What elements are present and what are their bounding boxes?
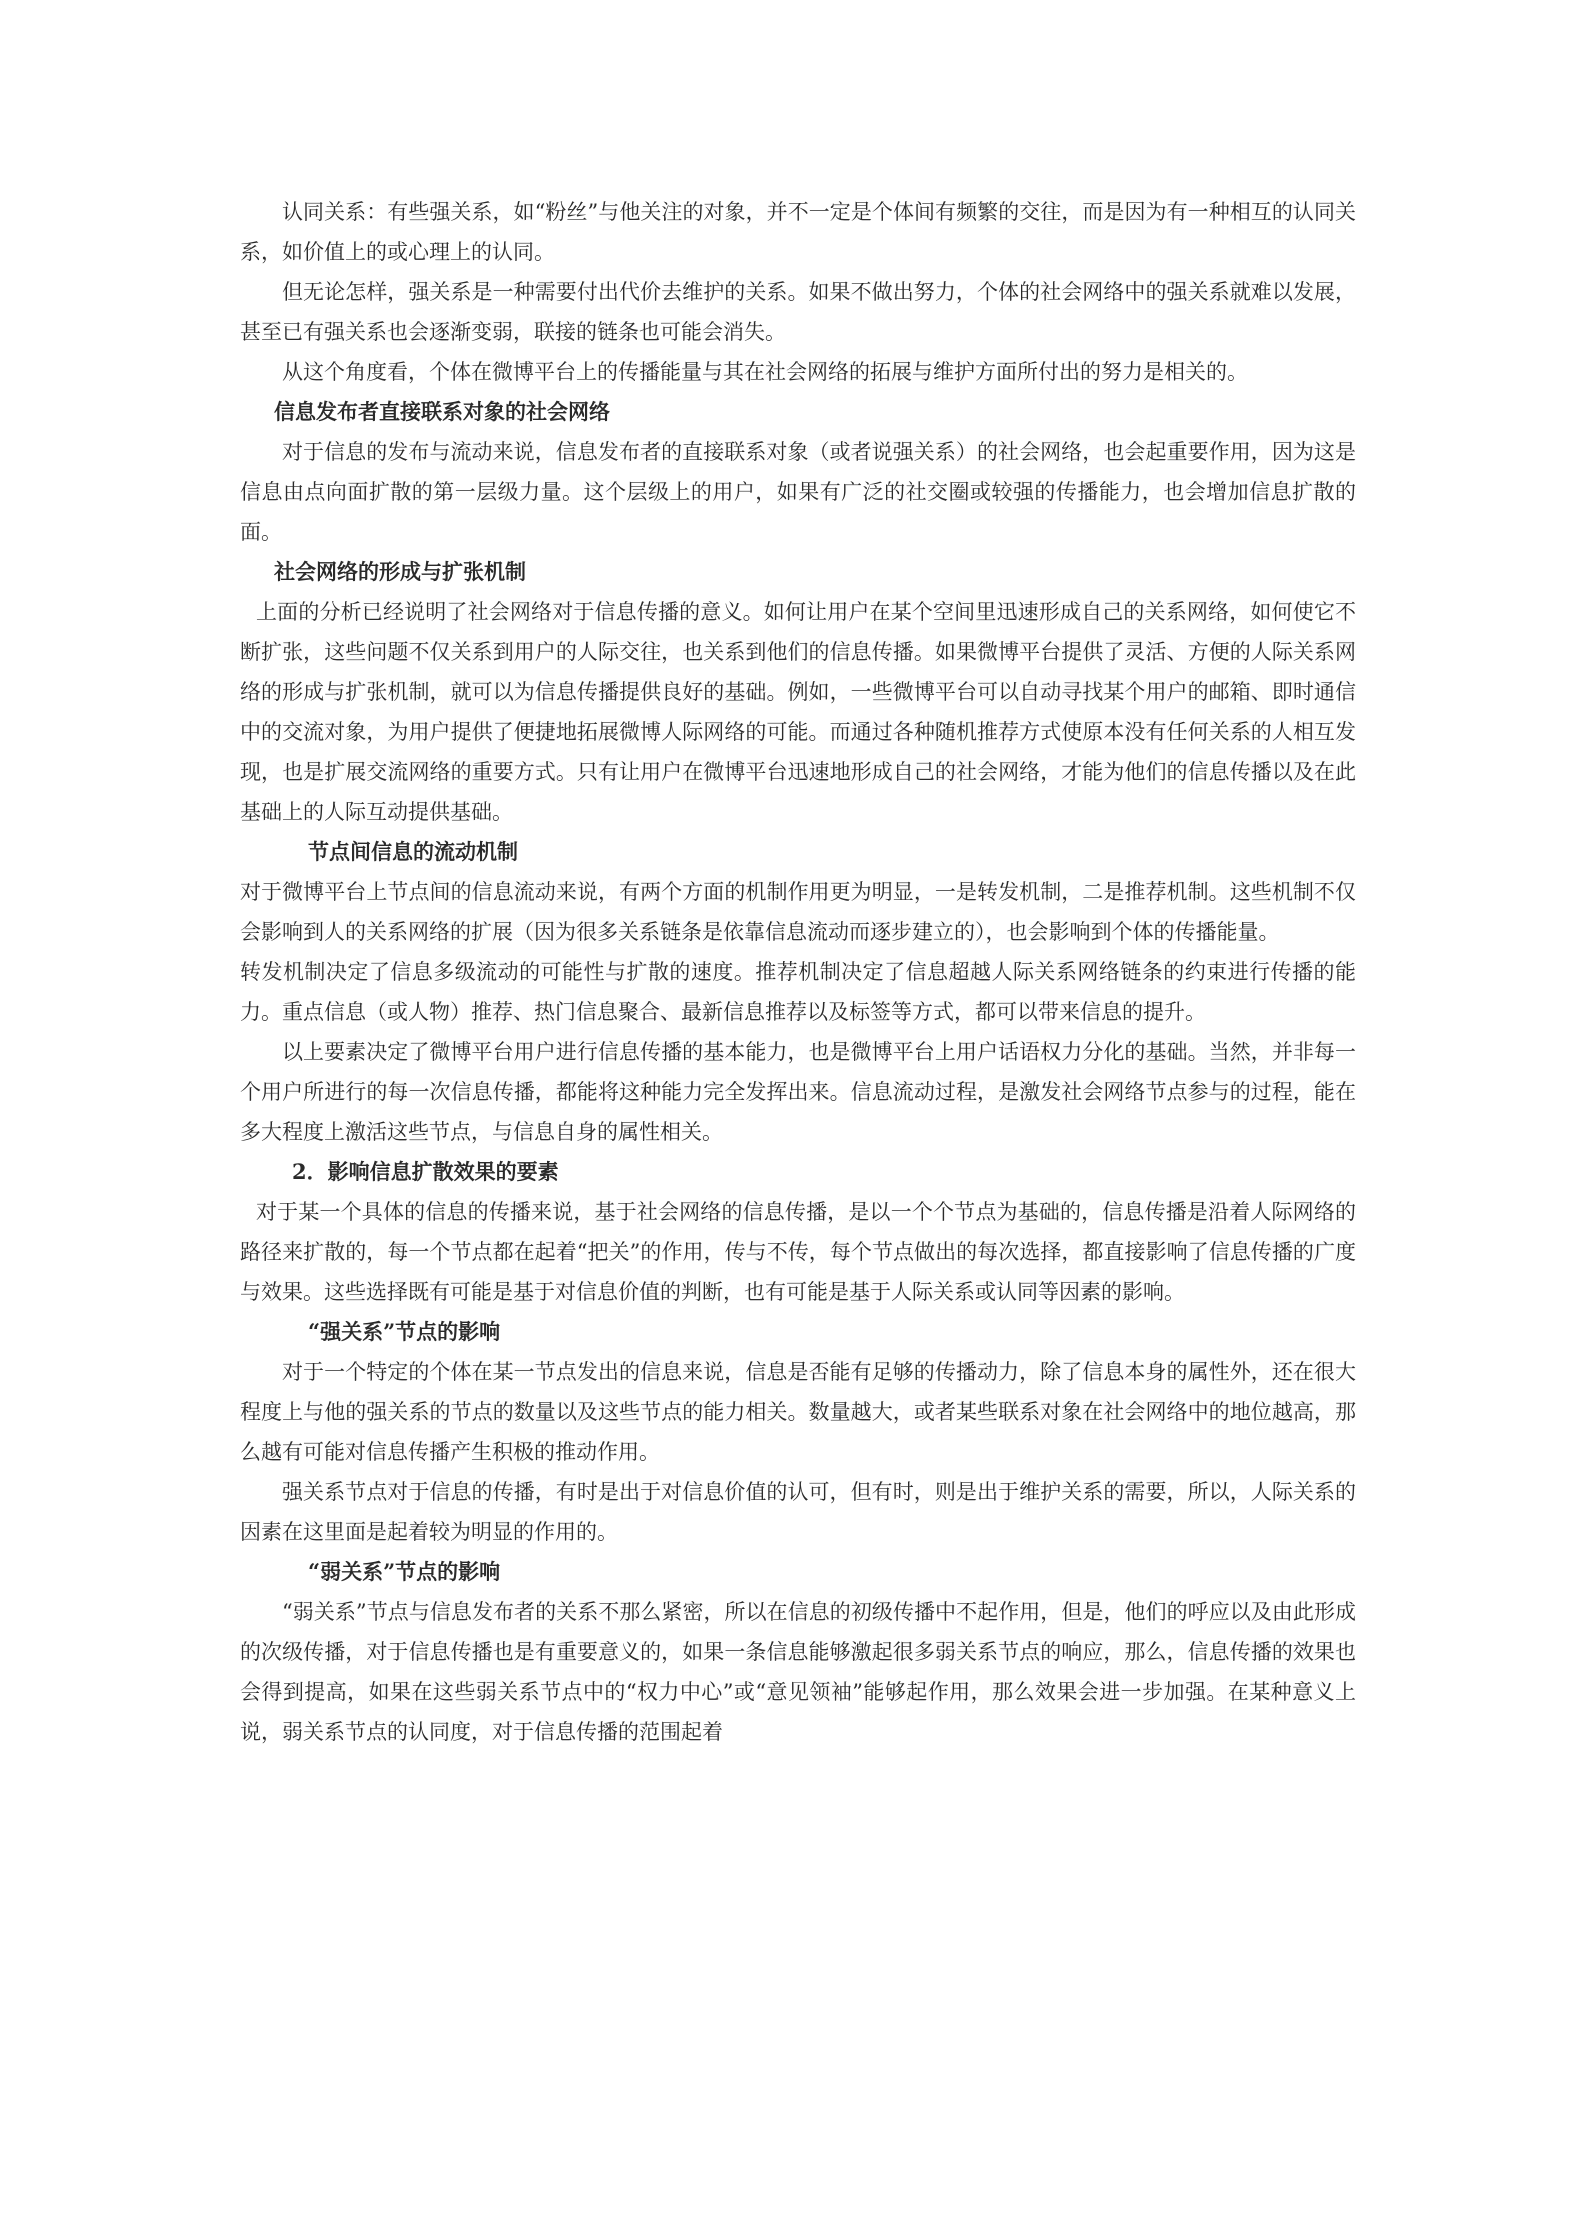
paragraph-network-formation: 上面的分析已经说明了社会网络对于信息传播的意义。如何让用户在某个空间里迅速形成自己的关系网络，如何使它不断扩张，这些问题不仅关系到用户的人际交往，也关系到他们的信息传播。如果微博平台提供了灵活、方便的人际关系网络的形成与扩张机制，就可以为信息传播提供良好的基础。例如，一些微博平台可以自动寻找某个用户的邮箱、即时通信中的交流对象，为用户提供了便捷地拓展微博人际网络的可能。而通过各种随机推荐方式使原本没有任何关系的人相互发现，也是扩展交流网络的重要方式。只有让用户在微博平台迅速地形成自己的社会网络，才能为他们的信息传播以及在此基础上的人际互动提供基础。 (240, 600, 1356, 824)
heading-strong-tie-nodes: “强关系”节点的影响 (308, 1319, 501, 1344)
heading-network-formation: 社会网络的形成与扩张机制 (274, 559, 526, 584)
heading-weak-tie-nodes: “弱关系”节点的影响 (308, 1559, 501, 1584)
heading-diffusion-factors: 2．影响信息扩散效果的要素 (292, 1159, 559, 1184)
paragraph-weak-tie-nodes: “弱关系”节点与信息发布者的关系不那么紧密，所以在信息的初级传播中不起作用，但是，他们的呼应以及由此形成的次级传播，对于信息传播也是有重要意义的，如果一条信息能够激起很多弱关系节点的响应，那么，信息传播的效果也会得到提高，如果在这些弱关系节点中的“权力中心”或“意见领袖”能够起作用，那么效果会进一步加强。在某种意义上说，弱关系节点的认同度，对于信息传播的范围起着 (240, 1600, 1356, 1744)
document-page (240, 192, 1356, 1752)
paragraph-diffusion-factors: 对于某一个具体的信息的传播来说，基于社会网络的信息传播，是以一个个节点为基础的，信息传播是沿着人际网络的路径来扩散的，每一个节点都在起着“把关”的作用，传与不传，每个节点做出的每次选择，都直接影响了信息传播的广度与效果。这些选择既有可能是基于对信息价值的判断，也有可能是基于人际关系或认同等因素的影响。 (240, 1200, 1356, 1304)
paragraph-strong-tie-maintenance: 但无论怎样，强关系是一种需要付出代价去维护的关系。如果不做出努力，个体的社会网络中的强关系就难以发展，甚至已有强关系也会逐渐变弱，联接的链条也可能会消失。 (240, 280, 1356, 344)
paragraph-strong-tie-motivation: 强关系节点对于信息的传播，有时是出于对信息价值的认可，但有时，则是出于维护关系的需要，所以，人际关系的因素在这里面是起着较为明显的作用的。 (240, 1480, 1356, 1544)
paragraph-flow-mechanism: 对于微博平台上节点间的信息流动来说，有两个方面的机制作用更为明显，一是转发机制，二是推荐机制。这些机制不仅会影响到人的关系网络的扩展（因为很多关系链条是依靠信息流动而逐步建立的），也会影响到个体的传播能量。 (240, 880, 1356, 944)
paragraph-summary: 以上要素决定了微博平台用户进行信息传播的基本能力，也是微博平台上用户话语权力分化的基础。当然，并非每一个用户所进行的每一次信息传播，都能将这种能力完全发挥出来。信息流动过程，是激发社会网络节点参与的过程，能在多大程度上激活这些节点，与信息自身的属性相关。 (240, 1040, 1356, 1144)
heading-publisher-network: 信息发布者直接联系对象的社会网络 (274, 399, 610, 424)
paragraph-strong-tie-nodes: 对于一个特定的个体在某一节点发出的信息来说，信息是否能有足够的传播动力，除了信息本身的属性外，还在很大程度上与他的强关系的节点的数量以及这些节点的能力相关。数量越大，或者某些联系对象在社会网络中的地位越高，那么越有可能对信息传播产生积极的推动作用。 (240, 1360, 1356, 1464)
paragraph-repost-mechanism: 转发机制决定了信息多级流动的可能性与扩散的速度。推荐机制决定了信息超越人际关系网络链条的约束进行传播的能力。重点信息（或人物）推荐、热门信息聚合、最新信息推荐以及标签等方式，都可以带来信息的提升。 (240, 960, 1356, 1024)
paragraph-identity-relation: 认同关系：有些强关系，如“粉丝”与他关注的对象，并不一定是个体间有频繁的交往，而是因为有一种相互的认同关系，如价值上的或心理上的认同。 (240, 200, 1356, 264)
paragraph-effort-correlation: 从这个角度看，个体在微博平台上的传播能量与其在社会网络的拓展与维护方面所付出的努力是相关的。 (282, 360, 1248, 384)
paragraph-publisher-network: 对于信息的发布与流动来说，信息发布者的直接联系对象（或者说强关系）的社会网络，也会起重要作用，因为这是信息由点向面扩散的第一层级力量。这个层级上的用户，如果有广泛的社交圈或较强的传播能力，也会增加信息扩散的面。 (240, 440, 1356, 544)
heading-flow-mechanism: 节点间信息的流动机制 (308, 839, 518, 864)
